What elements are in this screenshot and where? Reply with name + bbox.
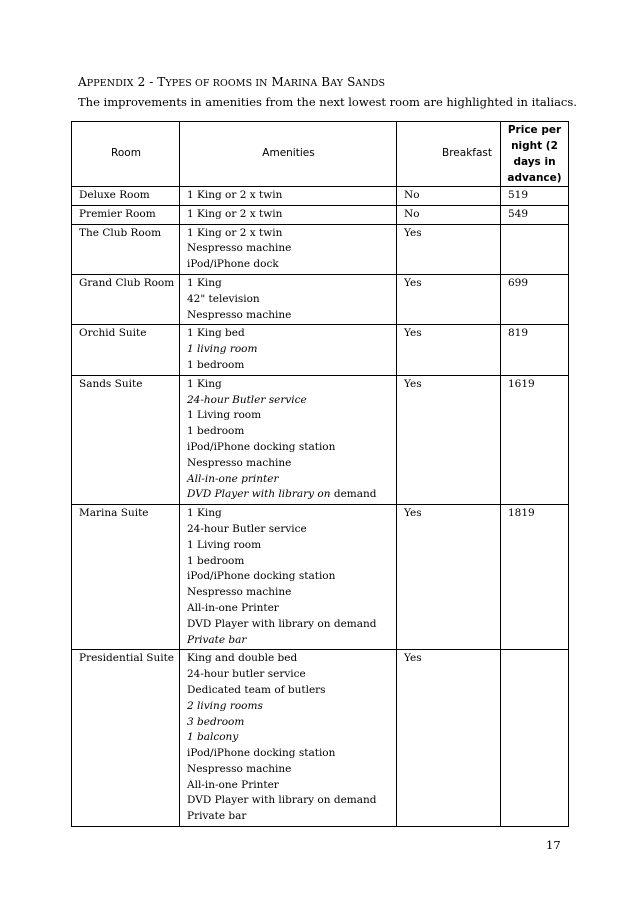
heading-part: B xyxy=(317,75,331,89)
amenity-text: 24-hour Butler service xyxy=(187,522,307,535)
amenity-line xyxy=(187,358,390,374)
price-cell: 699 xyxy=(501,274,569,324)
amenity-text: 1 King or 2 x twin xyxy=(187,207,283,220)
amenity-line xyxy=(187,440,390,456)
amenity-line xyxy=(187,241,390,257)
amenity-line xyxy=(187,456,390,472)
amenity-line xyxy=(187,326,390,342)
amenity-text: Private bar xyxy=(187,633,247,646)
table-row xyxy=(72,325,569,375)
amenity-text: Nespresso machine xyxy=(187,762,292,775)
appendix-heading xyxy=(78,75,385,89)
amenity-line xyxy=(187,667,390,683)
heading-part: 2 - T xyxy=(133,75,166,89)
amenities-cell xyxy=(180,375,397,504)
amenity-text: 1 King or 2 x twin xyxy=(187,189,283,201)
heading-part: A xyxy=(78,75,87,89)
breakfast-cell: Yes xyxy=(397,650,501,827)
header-price-line: days in xyxy=(513,156,556,168)
room-name-cell: Sands Suite xyxy=(72,375,180,504)
amenity-line xyxy=(187,793,390,809)
room-name-cell: Premier Room xyxy=(72,205,180,224)
amenities-cell xyxy=(180,224,397,274)
amenity-line xyxy=(187,393,390,409)
heading-part: YPES OF ROOMS IN xyxy=(165,78,268,89)
amenity-text: 1 living room xyxy=(187,343,258,356)
amenity-text-tail: demand xyxy=(330,488,377,501)
amenity-text: 42" television xyxy=(187,292,260,305)
breakfast-cell: Yes xyxy=(397,375,501,504)
amenity-text: DVD Player with library on demand xyxy=(187,617,377,630)
amenity-text: DVD Player with library on demand xyxy=(187,794,377,807)
header-amenities: Amenities xyxy=(180,122,397,187)
room-name-cell: Grand Club Room xyxy=(72,274,180,324)
price-cell: 519 xyxy=(501,187,569,206)
price-cell: 1819 xyxy=(501,505,569,650)
amenities-cell xyxy=(180,274,397,324)
amenity-text: Nespresso machine xyxy=(187,456,292,469)
price-cell: 1619 xyxy=(501,375,569,504)
header-price-line: Price per xyxy=(507,124,562,136)
table-row xyxy=(72,187,569,206)
amenity-line xyxy=(187,308,390,324)
amenity-line xyxy=(187,762,390,778)
amenity-line xyxy=(187,257,390,273)
breakfast-cell: Yes xyxy=(397,224,501,274)
amenity-line xyxy=(187,424,390,440)
room-name-cell: Presidential Suite xyxy=(72,650,180,827)
table-header-row xyxy=(72,122,569,187)
amenities-cell xyxy=(180,325,397,375)
room-name-cell: The Club Room xyxy=(72,224,180,274)
amenity-text: Private bar xyxy=(187,810,247,823)
amenity-text: 1 King xyxy=(187,507,222,520)
header-price xyxy=(501,122,569,187)
price-cell xyxy=(501,224,569,274)
amenity-text: DVD Player with library on xyxy=(187,488,331,501)
amenity-line xyxy=(187,276,390,292)
amenity-text: 24-hour Butler service xyxy=(187,393,307,406)
amenity-line xyxy=(187,377,390,393)
amenity-line xyxy=(187,569,390,585)
heading-part: M xyxy=(267,75,284,89)
amenity-text: iPod/iPhone docking station xyxy=(187,570,336,583)
amenity-line xyxy=(187,207,390,223)
heading-part: S xyxy=(343,75,356,89)
amenity-line xyxy=(187,342,390,358)
breakfast-cell: Yes xyxy=(397,274,501,324)
amenity-line xyxy=(187,226,390,242)
header-price-line: night (2 xyxy=(511,140,558,152)
amenity-text: 1 bedroom xyxy=(187,554,245,567)
amenity-text: 1 King or 2 x twin xyxy=(187,226,283,239)
heading-part: ANDS xyxy=(355,78,386,89)
amenity-text: Dedicated team of butlers xyxy=(187,683,326,696)
amenity-line xyxy=(187,617,390,633)
amenity-text: 24-hour butler service xyxy=(187,668,306,681)
amenity-text: 1 Living room xyxy=(187,409,262,422)
amenity-text: 1 bedroom xyxy=(187,425,245,438)
page-number: 17 xyxy=(546,838,561,852)
breakfast-cell: No xyxy=(397,205,501,224)
table-row xyxy=(72,224,569,274)
amenities-cell xyxy=(180,650,397,827)
amenity-line xyxy=(187,506,390,522)
amenity-text: iPod/iPhone docking station xyxy=(187,440,336,453)
amenity-line xyxy=(187,292,390,308)
header-room: Room xyxy=(72,122,180,187)
amenities-cell xyxy=(180,187,397,206)
amenity-text: iPod/iPhone dock xyxy=(187,258,279,271)
amenity-line xyxy=(187,715,390,731)
amenity-line xyxy=(187,538,390,554)
amenity-line xyxy=(187,699,390,715)
amenity-line xyxy=(187,746,390,762)
breakfast-cell: Yes xyxy=(397,505,501,650)
amenity-text: 1 King xyxy=(187,276,222,289)
amenity-text: Nespresso machine xyxy=(187,308,292,321)
amenity-text: 1 King bed xyxy=(187,327,245,340)
amenity-line xyxy=(187,487,390,503)
table-row xyxy=(72,650,569,827)
amenity-line xyxy=(187,730,390,746)
price-cell: 819 xyxy=(501,325,569,375)
price-cell xyxy=(501,650,569,827)
heading-part: ARINA xyxy=(283,78,318,89)
amenity-line xyxy=(187,554,390,570)
amenity-line xyxy=(187,522,390,538)
header-price-line: advance) xyxy=(507,172,562,184)
table-caption: The improvements in amenities from the next lowest room are highlighted in italiacs. xyxy=(78,95,577,109)
amenity-line xyxy=(187,188,390,204)
price-cell: 549 xyxy=(501,205,569,224)
amenity-text: 1 bedroom xyxy=(187,358,245,371)
amenity-text: King and double bed xyxy=(187,652,298,665)
amenity-line xyxy=(187,633,390,649)
heading-part: AY xyxy=(330,78,344,89)
amenity-text: iPod/iPhone docking station xyxy=(187,747,336,760)
header-breakfast: Breakfast xyxy=(397,122,501,187)
amenity-text: 3 bedroom xyxy=(187,715,245,728)
room-name-cell: Deluxe Room xyxy=(72,187,180,206)
amenity-line xyxy=(187,601,390,617)
room-name-cell: Orchid Suite xyxy=(72,325,180,375)
table-row xyxy=(72,375,569,504)
amenity-text: 1 balcony xyxy=(187,731,239,744)
amenity-line xyxy=(187,585,390,601)
room-name-cell: Marina Suite xyxy=(72,505,180,650)
amenity-text: 1 King xyxy=(187,377,222,390)
amenity-line xyxy=(187,809,390,825)
heading-part: PPENDIX xyxy=(86,78,134,89)
room-types-table xyxy=(71,121,569,827)
amenity-line xyxy=(187,683,390,699)
amenity-text: All-in-one Printer xyxy=(187,778,279,791)
amenity-text: Nespresso machine xyxy=(187,242,292,255)
amenity-text: Nespresso machine xyxy=(187,586,292,599)
amenity-text: 1 Living room xyxy=(187,538,262,551)
amenities-cell xyxy=(180,205,397,224)
amenity-line xyxy=(187,778,390,794)
amenity-line xyxy=(187,472,390,488)
table-row xyxy=(72,205,569,224)
amenities-cell xyxy=(180,505,397,650)
breakfast-cell: Yes xyxy=(397,325,501,375)
breakfast-cell: No xyxy=(397,187,501,206)
amenity-line xyxy=(187,408,390,424)
amenity-text: 2 living rooms xyxy=(187,699,263,712)
table-body xyxy=(72,187,569,827)
table-row xyxy=(72,274,569,324)
amenity-text: All-in-one printer xyxy=(187,472,279,485)
table-row xyxy=(72,505,569,650)
amenity-line xyxy=(187,651,390,667)
amenity-text: All-in-one Printer xyxy=(187,601,279,614)
